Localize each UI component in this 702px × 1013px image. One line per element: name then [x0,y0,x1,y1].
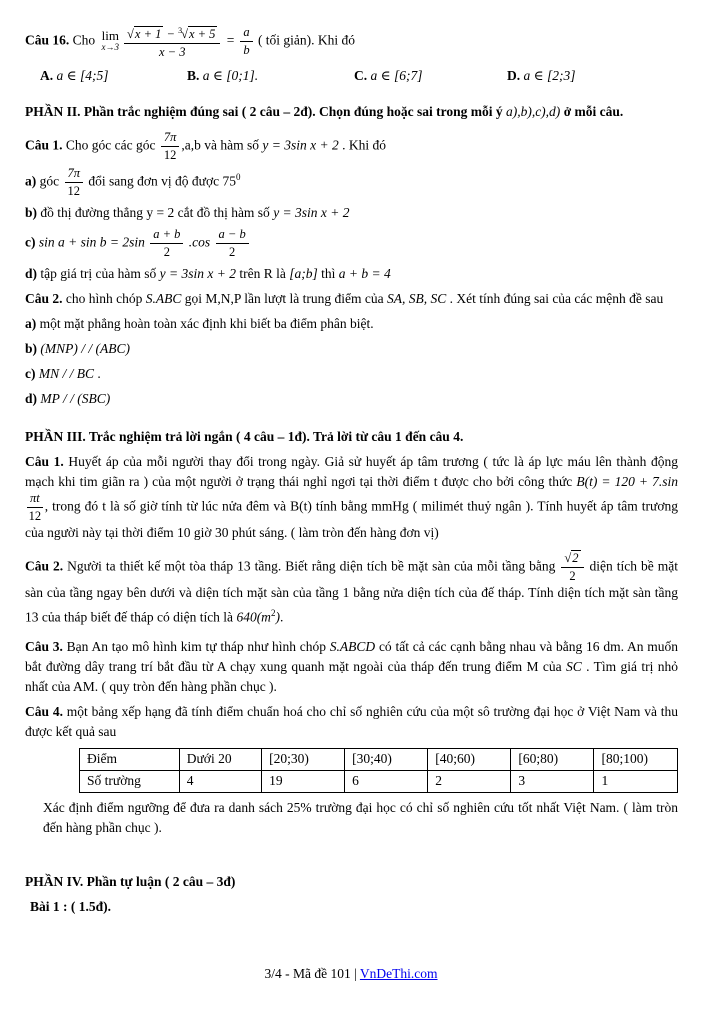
text-run: Huyết áp của mỗi người thay đổi trong ngày. Giả sử huyết áp tâm trương ( tức là áp lực máu lên thành động mạch khi tim giãn ra ) của một người ở trạng thái nghỉ ngơi tại thời điểm t được cho bởi công thức [25,454,678,490]
bold-run: Câu 16. [25,32,70,48]
math-run: SC [565,658,582,674]
bold-run: Câu 1. [25,137,63,153]
option-b [187,68,354,84]
table-cell: 6 [345,770,428,792]
text-run: 12 [28,509,42,524]
table-cell: [30;40) [345,748,428,770]
math-run: MP / / (SBC) [37,391,111,407]
text-run: Cho [69,32,99,48]
part3-q2 [25,552,678,628]
text-run: góc [36,173,63,189]
math-run: − [163,27,179,42]
bold-run: Câu 2. [25,291,63,307]
bold-run: Câu 3. [25,638,63,654]
fraction [122,24,222,59]
math-run: = [222,32,239,48]
exam-content [25,24,678,917]
option-value: a ∈ [2;3] [520,68,576,84]
math-run: S.ABCD [329,638,376,654]
part2-q2-item-b [25,339,678,359]
option-label: C. [354,68,368,84]
fraction-denominator [216,244,249,259]
math-run: 640(m [236,609,271,625]
score-table [79,748,678,793]
bold-run: b) [25,341,38,357]
fraction [214,228,251,259]
math-run: MN / / BC [35,366,95,382]
math-run: y = 3sin x + 2 [159,266,236,282]
exercise-1 [25,897,678,917]
fraction-numerator [124,24,220,44]
math-run: a − b [218,227,246,242]
text-run: Bạn An tạo mô hình kim tự tháp như hình chóp [62,638,330,654]
part2-heading [25,102,678,122]
part3-q1 [25,452,678,543]
math-run: a [243,25,250,40]
text-run: . Tìm giá trị nhỏ nhất của AM. ( quy tròn đến hàng phần chục ). [25,658,678,694]
option-value: a ∈ [0;1]. [199,68,259,84]
option-d [507,68,678,84]
fraction-numerator [65,167,84,183]
fraction-denominator [161,147,180,162]
text-run: thì [317,266,339,282]
table-cell: 3 [511,770,594,792]
text-run: 2 [163,245,170,260]
bold-run: c) [25,234,36,250]
part2-q2 [25,289,678,309]
math-run: a + b = 4 [338,266,391,282]
fraction-numerator [561,552,583,568]
bold-run: d) [25,266,38,282]
part2-q2-item-a [25,314,678,334]
math-run: (MNP) / / (ABC) [37,341,130,357]
bold-run: b) [25,205,38,221]
score-table-wrap [25,748,678,793]
text-run: 2 [569,569,576,584]
fraction-numerator [240,26,252,42]
bold-run: PHẦN II. Phần trắc nghiệm đúng sai ( 2 câu – 2đ). Chọn đúng hoặc sai trong mỗi ý [25,104,506,120]
math-run: B(t) = 120 + 7.sin [576,474,678,490]
fraction-denominator [124,44,220,59]
text-run: cho hình chóp [62,291,146,307]
bold-run: Câu 1. [25,454,64,470]
fraction-denominator [240,42,252,57]
part2-q2-item-c [25,364,678,384]
bold-run: ở mỗi câu. [560,104,624,120]
text-run: 12 [67,184,80,199]
table-cell: 4 [179,770,261,792]
radical-sign: √ [127,27,134,42]
math-run: ) [275,609,280,625]
bold-run: Câu 4. [25,703,63,719]
fraction [238,26,254,57]
radical [564,550,580,565]
limit-label: lim [101,28,119,44]
math-run: 7π [163,130,177,145]
fraction [159,131,182,162]
table-cell: 2 [428,770,511,792]
math-run: sin a + sin b = 2sin [35,234,149,250]
text-run: . Khi đó [338,137,386,153]
radical-content: 2 [572,551,579,566]
fraction-numerator [216,228,249,244]
text-run: ,a,b và hàm số [181,137,263,153]
bold-run: Bài 1 : ( 1.5đ). [30,898,111,914]
bold-run: PHẦN IV. Phần tự luận ( 2 câu – 3đ) [25,873,236,889]
table-cell: [80;100) [594,748,678,770]
text-run: trên R là [235,266,290,282]
bold-run: d) [25,391,38,407]
math-run: S.ABC [145,291,182,307]
part2-q1-item-b [25,203,678,223]
radical-degree: 3 [178,26,183,35]
option-label: B. [187,68,200,84]
fraction [559,552,585,583]
math-run: 7π [67,166,81,181]
text-run: diện tích bề mặt sàn của tầng ngay bên dưới và diện tích mặt sàn của tầng 1 bằng nửa diện tích của đế tháp. Tính diện tích mặt sàn tầng 13 của tháp biết đế tháp có diện tích là [25,558,678,625]
text-run: đồ thị đường thẳng y = 2 cắt đồ thị hàm số [37,205,274,221]
bold-run: Câu 2. [25,558,64,574]
footer-page-info: 3/4 - Mã đề 101 | [264,966,360,981]
text-run: 2 [229,245,236,260]
math-run: [a;b] [289,266,318,282]
table-row [80,770,678,792]
page-footer [0,966,702,982]
part2-q1 [25,131,678,162]
math-run: y = 3sin x + 2 [273,205,350,221]
bold-run: a) [25,316,37,332]
question-16-options [25,68,678,84]
option-value: a ∈ [6;7] [367,68,423,84]
text-run: . [94,366,101,382]
math-run: a + b [153,227,181,242]
fraction-numerator [27,492,43,508]
fraction-numerator [161,131,180,147]
fraction-denominator [65,183,84,198]
text-run: tập giá trị của hàm số [37,266,160,282]
math-run: y = 3sin x + 2 [262,137,339,153]
table-cell: [20;30) [262,748,345,770]
text-run: , trong đó t là số giờ tính từ lúc nửa đêm và B(t) tính bằng mmHg ( milimét thuỷ ngân ). Tính huyết áp tâm trương của người này tại thời điểm 10 giờ 30 phút sáng. ( làm tròn đến hàng đơn vị) [25,498,678,541]
table-cell: Dưới 20 [179,748,261,770]
fraction-denominator [150,244,183,259]
text-run: một mặt phẳng hoàn toàn xác định khi biết ba điểm phân biệt. [36,316,374,332]
option-c [354,68,507,84]
text-run: Xác định điểm ngưỡng để đưa ra danh sách 25% trường đại học có chỉ số nghiên cứu tốt nhất Việt Nam. ( làm tròn đến hàng phần chục ). [43,799,678,835]
radical [178,27,217,41]
option-value: a ∈ [4;5] [53,68,109,84]
superscript: 0 [235,172,241,183]
option-label: D. [507,68,521,84]
limit-subscript: x→3 [101,42,120,53]
math-run: SA, SB, SC [386,291,447,307]
part2-q2-item-d [25,389,678,409]
text-run: đổi sang đơn vị độ được 75 [85,173,236,189]
fraction [25,492,45,523]
table-cell: [40;60) [428,748,511,770]
option-a [40,68,187,84]
superscript: 2 [270,608,276,619]
text-run: gọi M,N,P lần lượt là trung điểm của [181,291,387,307]
text-run: ( tối giản). Khi đó [254,32,356,48]
table-cell: Điểm [80,748,180,770]
part3-q3 [25,637,678,697]
part4-heading [25,872,678,892]
radical-sign: √ [564,551,572,566]
math-run: πt [30,491,40,506]
text-run: có tất cả các cạnh bằng nhau và bằng 16 dm. An muốn bắt đường dây trang trí bắt đầu từ A chạy xung quanh mặt ngoài của tháp đến trung điểm M của [25,638,678,674]
fraction [63,167,86,198]
threshold-note [25,798,678,838]
radical [127,26,163,41]
part2-q1-item-c [25,228,678,259]
part2-q1-item-a [25,167,678,198]
table-cell: 1 [594,770,678,792]
limit-operator [102,30,120,53]
math-run: b [243,43,250,58]
option-label: A. [40,68,54,84]
text-run: Cho góc các góc [62,137,159,153]
math-run: a),b),c),d) [505,104,561,120]
fraction-denominator [561,568,583,583]
math-run: .cos [185,234,214,250]
part3-heading [25,427,678,447]
bold-run: PHẦN III. Trắc nghiệm trả lời ngắn ( 4 câu – 1đ). Trả lời từ câu 1 đến câu 4. [25,429,464,445]
table-row [80,748,678,770]
question-16 [25,24,678,59]
bold-run: c) [25,366,36,382]
radical-content: x + 5 [188,27,216,42]
math-run: x − 3 [158,45,186,60]
text-run: 12 [163,148,177,163]
text-run: một bảng xếp hạng đã tính điểm chuẩn hoá cho chỉ số nghiên cứu của một sô trường đại học ở Việt Nam và thu được kết quả sau [25,703,678,739]
table-cell: [60;80) [511,748,594,770]
text-run: . Xét tính đúng sai của các mệnh đề sau [446,291,664,307]
radical-content: x + 1 [134,27,162,42]
fraction-numerator [150,228,183,244]
table-cell: Số trường [80,770,180,792]
part3-q4 [25,702,678,742]
table-cell: 19 [262,770,345,792]
fraction-denominator [27,508,43,523]
text-run: . [279,609,284,625]
bold-run: a) [25,173,37,189]
text-run: Người ta thiết kế một tòa tháp 13 tầng. Biết rằng diện tích bề mặt sàn của mỗi tầng bằng [63,558,560,574]
radical-sign: √ [181,27,188,42]
fraction [148,228,185,259]
part2-q1-item-d [25,264,678,284]
footer-site-link[interactable]: VnDeThi.com [359,966,438,981]
